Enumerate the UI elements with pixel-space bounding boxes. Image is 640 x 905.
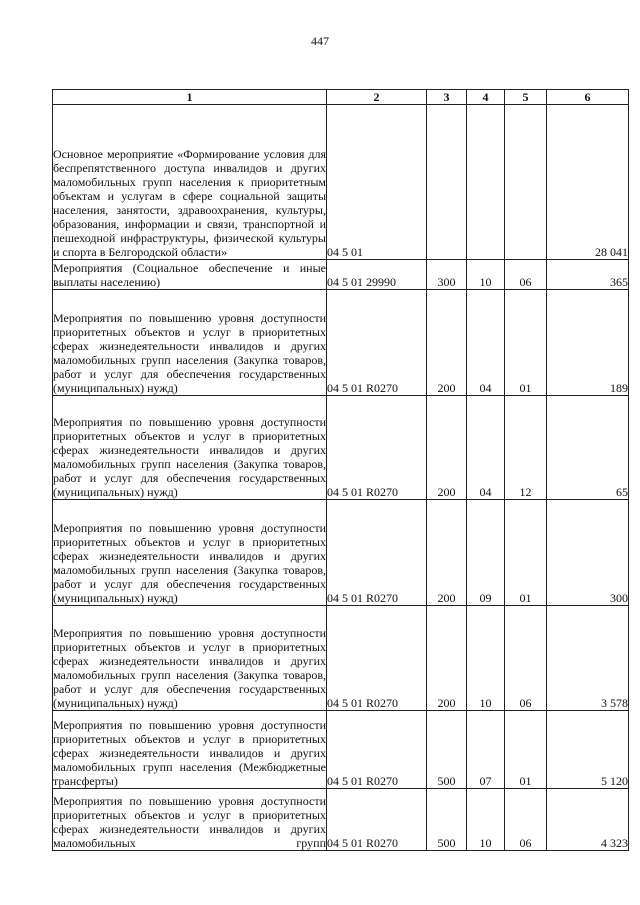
table-row: [53, 105, 629, 260]
row-description: Основное мероприятие «Формирование условия для беспрепятственного доступа инвалидов и других маломобильных групп населения к приоритетным объектам и услугам в сфере социальной защиты населения, занятости, здравоохранения, культуры, образования, информации и связи, транспортной и пешеходной инфраструктуры, физической культуры и спорта в Белгородской области»: [53, 105, 327, 260]
column-header: 3: [427, 90, 467, 105]
row-col5: 01: [505, 290, 547, 396]
row-col4: 10: [467, 789, 505, 851]
row-col3: 200: [427, 290, 467, 396]
row-col5: 06: [505, 260, 547, 290]
row-description: Мероприятия по повышению уровня доступности приоритетных объектов и услуг в приоритетных сферах жизнедеятельности инвалидов и других маломобильных групп населения (Межбюджетные трансферты): [53, 711, 327, 789]
row-amount: 189: [547, 290, 629, 396]
row-col5: 01: [505, 711, 547, 789]
row-col5: 01: [505, 500, 547, 606]
table-header-row: [53, 90, 629, 105]
row-amount: 5 120: [547, 711, 629, 789]
row-col3: [427, 105, 467, 260]
row-description: Мероприятия по повышению уровня доступности приоритетных объектов и услуг в приоритетных сферах жизнедеятельности инвалидов и других маломобильных групп населения (Закупка товаров, работ и услуг для обеспечения государственных (муниципальных) нужд): [53, 606, 327, 711]
row-col3: 500: [427, 789, 467, 851]
row-description: Мероприятия по повышению уровня доступности приоритетных объектов и услуг в приоритетных сферах жизнедеятельности инвалидов и других маломобильных групп: [53, 789, 327, 851]
row-amount: 4 323: [547, 789, 629, 851]
row-description: Мероприятия по повышению уровня доступности приоритетных объектов и услуг в приоритетных сферах жизнедеятельности инвалидов и других маломобильных групп населения (Закупка товаров, работ и услуг для обеспечения государственных (муниципальных) нужд): [53, 290, 327, 396]
column-header: 6: [547, 90, 629, 105]
row-code: 04 5 01 R0270: [327, 290, 427, 396]
row-col3: 300: [427, 260, 467, 290]
row-code: 04 5 01: [327, 105, 427, 260]
row-description: Мероприятия по повышению уровня доступности приоритетных объектов и услуг в приоритетных сферах жизнедеятельности инвалидов и других маломобильных групп населения (Закупка товаров, работ и услуг для обеспечения государственных (муниципальных) нужд): [53, 396, 327, 500]
table-row: [53, 500, 629, 606]
column-header: 5: [505, 90, 547, 105]
column-header: 1: [53, 90, 327, 105]
row-col3: 500: [427, 711, 467, 789]
row-col5: 06: [505, 789, 547, 851]
table-row: [53, 606, 629, 711]
row-amount: 300: [547, 500, 629, 606]
row-col5: 12: [505, 396, 547, 500]
table-row: [53, 711, 629, 789]
row-col5: 06: [505, 606, 547, 711]
row-amount: 28 041: [547, 105, 629, 260]
row-col5: [505, 105, 547, 260]
row-code: 04 5 01 R0270: [327, 606, 427, 711]
page-number: 447: [311, 34, 329, 48]
row-description: Мероприятия (Социальное обеспечение и иные выплаты населению): [53, 261, 326, 289]
budget-table: [52, 89, 629, 851]
row-code: 04 5 01 29990: [327, 260, 427, 290]
row-description: Мероприятия по повышению уровня доступности приоритетных объектов и услуг в приоритетных сферах жизнедеятельности инвалидов и других маломобильных групп населения (Закупка товаров, работ и услуг для обеспечения государственных (муниципальных) нужд): [53, 500, 327, 606]
row-col4: 07: [467, 711, 505, 789]
row-amount: 65: [547, 396, 629, 500]
row-col3: 200: [427, 396, 467, 500]
row-col3: 200: [427, 606, 467, 711]
column-header: 4: [467, 90, 505, 105]
table-row: [53, 789, 629, 851]
row-amount: 3 578: [547, 606, 629, 711]
row-col3: 200: [427, 500, 467, 606]
row-col4: 09: [467, 500, 505, 606]
row-code: 04 5 01 R0270: [327, 396, 427, 500]
row-col4: [467, 105, 505, 260]
row-code: 04 5 01 R0270: [327, 500, 427, 606]
row-code: 04 5 01 R0270: [327, 711, 427, 789]
column-header: 2: [327, 90, 427, 105]
row-col4: 04: [467, 290, 505, 396]
row-amount: 365: [547, 260, 629, 290]
row-code: 04 5 01 R0270: [327, 789, 427, 851]
row-col4: 10: [467, 606, 505, 711]
row-col4: 10: [467, 260, 505, 290]
table-row: [53, 396, 629, 500]
table-row: [53, 290, 629, 396]
table-row: [53, 260, 629, 290]
row-col4: 04: [467, 396, 505, 500]
